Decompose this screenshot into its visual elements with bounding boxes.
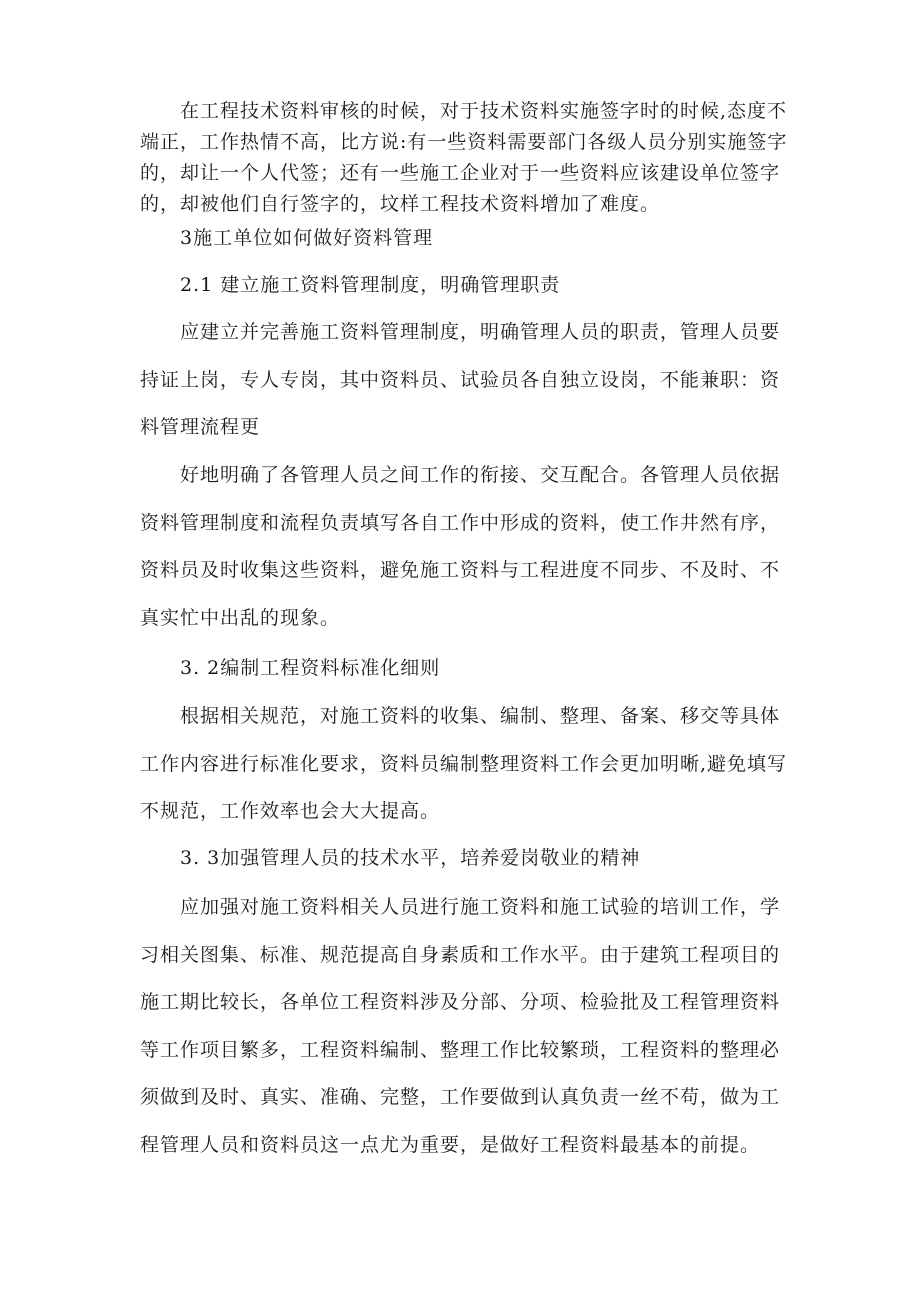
text-line: 施工期比较长，各单位工程资料涉及分部、分项、检验批及工程管理资料 bbox=[140, 991, 781, 1013]
text-line: 端正，工作热情不高，比方说:有一些资料需要部门各级人员分别实施签字 bbox=[140, 131, 788, 153]
text-line: 等工作项目繁多，工程资料编制、整理工作比较繁琐，工程资料的整理必 bbox=[140, 1038, 781, 1061]
text-line: 的，却让一个人代签；还有一些施工企业对于一些资料应该建设单位签字 bbox=[140, 162, 781, 184]
section-heading-3 bbox=[140, 219, 790, 257]
text-line: 工作内容进行标准化要求，资料员编制整理资料工作会更加明晰,避免填写 bbox=[140, 752, 788, 775]
text-line: 根据相关规范，对施工资料的收集、编制、整理、备案、移交等具体 bbox=[180, 705, 781, 727]
text-line: 须做到及时、真实、准确、完整，工作要做到认真负责一丝不苟，做为工 bbox=[140, 1086, 781, 1108]
heading-text: 2.1 建立施工资料管理制度，明确管理职责 bbox=[180, 274, 561, 296]
subsection-heading-2-1 bbox=[140, 266, 790, 304]
paragraph-coordination bbox=[140, 452, 790, 642]
text-line: 资料员及时收集这些资料，避免施工资料与工程进度不同步、不及时、不 bbox=[140, 559, 781, 581]
paragraph-signature-issues bbox=[140, 96, 790, 220]
heading-text: 3. 2编制工程资料标准化细则 bbox=[180, 657, 441, 679]
text-line: 在工程技术资料审核的时候，对于技术资料实施签字时的时候,态度不 bbox=[180, 100, 788, 122]
subsection-heading-3-2 bbox=[140, 649, 790, 687]
text-line: 料管理流程更 bbox=[140, 416, 261, 438]
heading-text: 3. 3加强管理人员的技术水平，培养爱岗敬业的精神 bbox=[180, 847, 641, 869]
text-line: 的，却被他们自行签字的，坟样工程技术资料增加了难度。 bbox=[140, 193, 661, 215]
text-line: 不规范，工作效率也会大大提高。 bbox=[140, 800, 441, 822]
text-line: 应建立并完善施工资料管理制度，明确管理人员的职责，管理人员要 bbox=[180, 321, 781, 343]
heading-text: 3施工单位如何做好资料管理 bbox=[180, 227, 434, 249]
paragraph-standardization bbox=[140, 693, 790, 836]
text-line: 真实忙中出乱的现象。 bbox=[140, 606, 341, 629]
text-line: 习相关图集、标准、规范提高自身素质和工作水平。由于建筑工程项目的 bbox=[140, 943, 781, 966]
subsection-heading-3-3 bbox=[140, 839, 790, 877]
text-line: 持证上岗，专人专岗，其中资料员、试验员各自独立设岗，不能兼职：资 bbox=[140, 368, 781, 391]
paragraph-training bbox=[140, 884, 790, 1169]
text-line: 应加强对施工资料相关人员进行施工资料和施工试验的培训工作，学 bbox=[180, 896, 781, 918]
text-line: 资料管理制度和流程负责填写各自工作中形成的资料，使工作井然有序， bbox=[140, 511, 781, 534]
text-line: 程管理人员和资料员这一点尤为重要，是做好工程资料最基本的前提。 bbox=[140, 1133, 761, 1156]
paragraph-management-system bbox=[140, 309, 790, 452]
text-line: 好地明确了各管理人员之间工作的衔接、交互配合。各管理人员依据 bbox=[180, 464, 781, 486]
